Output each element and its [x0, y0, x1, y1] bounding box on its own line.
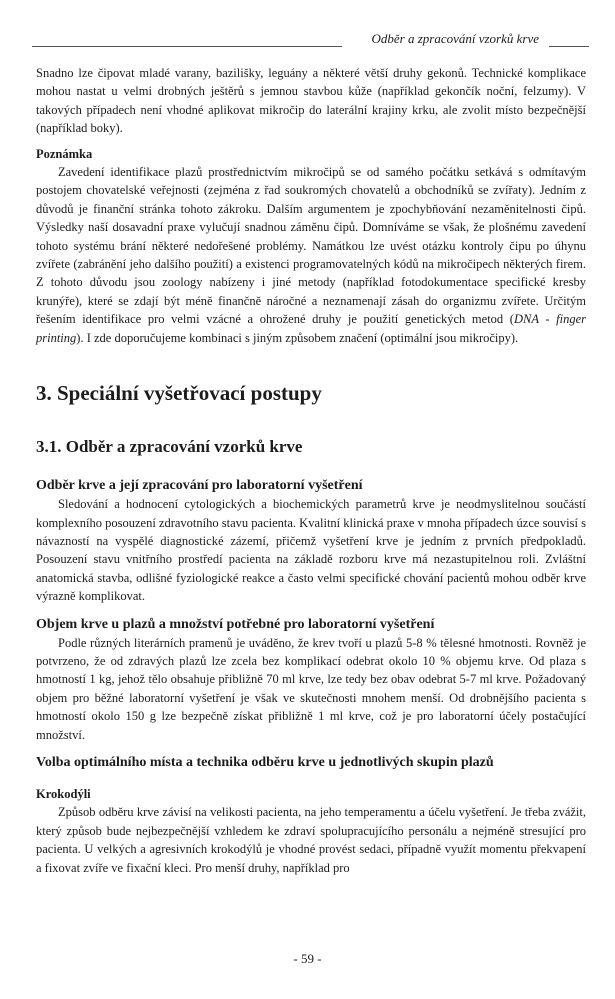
- running-head: [0, 27, 615, 51]
- note-heading: Poznámka: [36, 146, 93, 161]
- subsection-paragraph-blood-collection: Sledování a hodnocení cytologických a biochemických parametrů krve je neodmyslitelnou součástí komplexního posouzení zdravotního stavu pacienta. Kvalitní klinická praxe v mnoha případech úzce souvisí s návazností na vyspělé diagnostické zázemí, přičemž vyšetření krve je jedním z prvních předpokladů. Posouzení stavu vnitřního prostředí pacienta na základě rozboru krve má nezastupitelnou roli. Zvláštní anatomická stavba, odlišné fyziologické reakce a často velmi specifické chování pacientů mohou odběr krve výrazně komplikovat.: [36, 497, 586, 604]
- running-head-rule-left: [32, 46, 342, 47]
- subsection-heading-collection-site: Volba optimálního místa a technika odběru krve u jednotlivých skupin plazů: [36, 754, 494, 770]
- subsection-heading-blood-collection: Odběr krve a její zpracování pro laboratorní vyšetření: [36, 478, 363, 494]
- crocodiles-heading: Krokodýli: [36, 786, 91, 801]
- note-text-italic: DNA - finger printing: [36, 312, 587, 345]
- subsection-heading-blood-volume: Objem krve u plazů a množství potřebné pro laboratorní vyšetření: [36, 616, 435, 632]
- note-paragraph: [36, 163, 586, 347]
- intro-paragraph: Snadno lze čipovat mladé varany, bazilišky, leguány a některé větší druhy gekonů. Technické komplikace mohou nastat u velmi drobných ještěrů s jemnou stavbou kůže (například gekončík noční, felzumy). V takových případech není vhodné aplikovat mikročip do laterální krajiny krku, ale zvolit místo bezpečnější (například boky).: [36, 66, 586, 136]
- crocodiles-paragraph: Způsob odběru krve závisí na velikosti pacienta, na jeho temperamentu a účelu vyšetření. Je třeba zvážit, který způsob bude nejbezpečnější vzhledem ke zdraví spolupracujícího personálu a nejméně stresující pro pacienta. U velkých a agresivních krokodýlů je vhodné provést sedaci, případně využít momentu překvapení a fixovat zvíře ve fixační kleci. Pro menší druhy, například pro: [36, 805, 586, 875]
- page-number: - 59 -: [293, 951, 322, 966]
- chapter-title: 3. Speciální vyšetřovací postupy: [36, 381, 322, 406]
- note-text-start: Zavedení identifikace plazů prostřednictvím mikročipů se od samého počátku setkává s odmítavým postojem chovatelské veřejnosti (zejména z řad soukromých chovatelů a obchodníků se zvířaty). Jedním z důvodů je finanční stránka tohoto zákroku. Dalším argumentem je zpochybňování nezaměnitelnosti čipů. Výsledky naší dosavadní praxe vylučují snadnou záměnu čipů. Domníváme se však, že plošnému zavedení tohoto systému brání některé nedořešené problémy. Namátkou lze uvést otázku kontroly čipu po úhynu zvířete (zabránění jeho dalšího použití) a existenci programovatelných kódů na mikročipech některých firem. Z tohoto důvodu jsou zoology nabízeny i jiné metody (například fotodokumentace specifické kresby krunýře), které se zdají být méně finančně náročné a neznamenají zásah do organizmu zvířete. Určitým řešením identifikace pro velmi vzácné a ohrožené druhy je použití genetických metod (: [36, 165, 586, 327]
- page-body: [36, 64, 586, 877]
- note-text-end: ). I zde doporučujeme kombinaci s jiným způsobem značení (optimální jsou mikročipy).: [76, 330, 519, 345]
- section-title: 3.1. Odběr a zpracování vzorků krve: [36, 437, 303, 457]
- running-head-rule-right: [549, 46, 589, 47]
- running-head-title: Odběr a zpracování vzorků krve: [371, 31, 539, 46]
- subsection-paragraph-blood-volume: Podle různých literárních pramenů je uváděno, že krev tvoří u plazů 5-8 % tělesné hmotnosti. Rovněž je potvrzeno, že od zdravých plazů lze zcela bez komplikací odebrat okolo 10 % objemu krve. Od plaza s hmotností 1 kg, jehož tělo obsahuje přibližně 70 ml krve, lze tedy bez obav odebrat 5-7 ml krve. Požadovaný objem pro běžné laboratorní vyšetření je však ve skutečnosti mnohem menší. Od drobnějšího pacienta s hmotností okolo 150 g lze bezpečně získat přibližně 1 ml krve, což je pro laboratorní účely postačující množství.: [36, 635, 586, 742]
